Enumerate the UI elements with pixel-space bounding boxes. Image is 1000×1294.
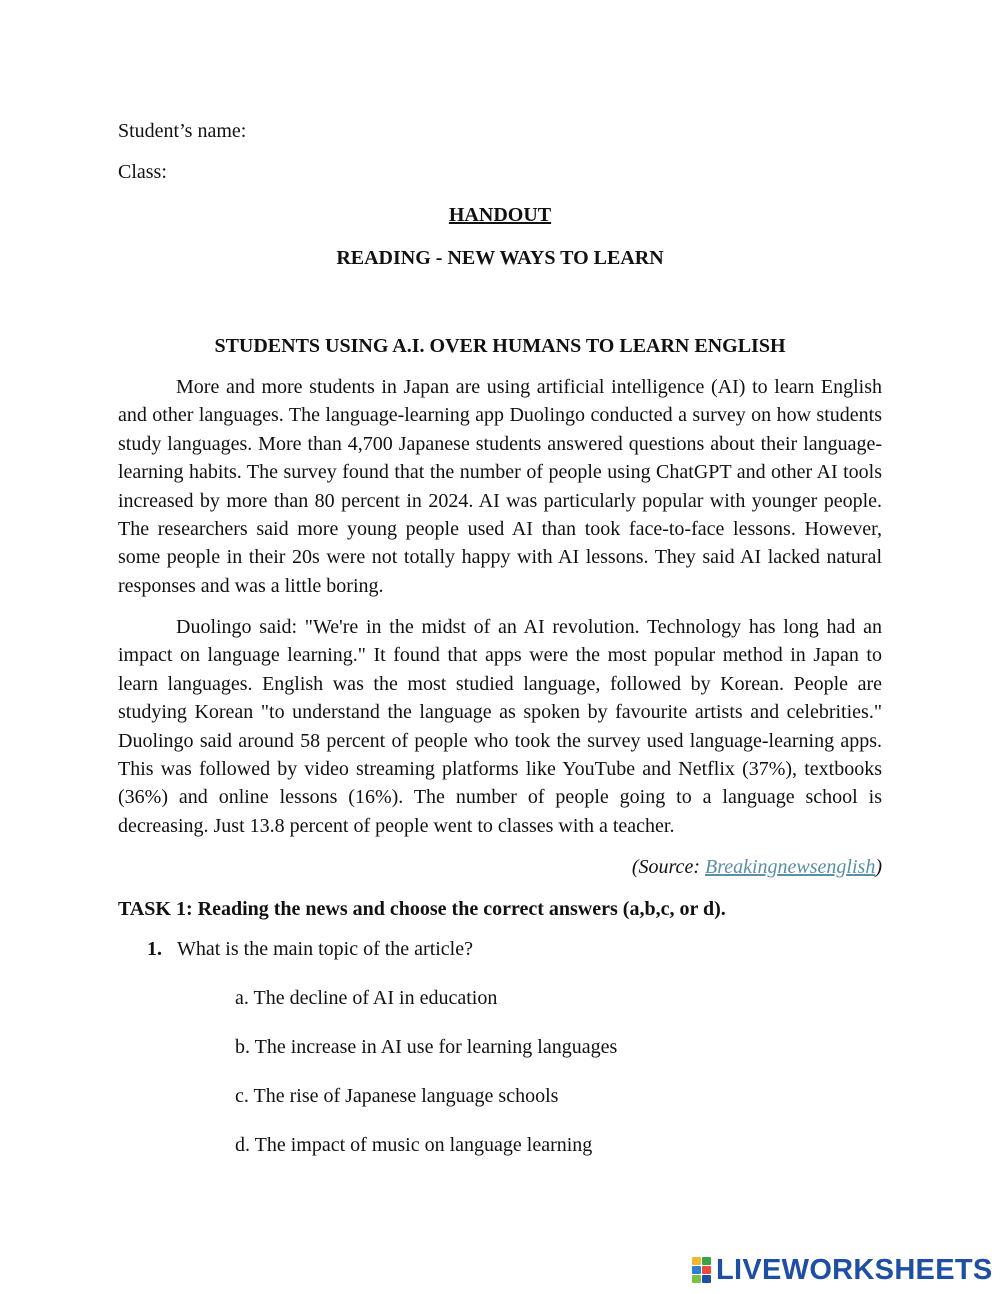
source-link[interactable]: Breakingnewsenglish	[704, 856, 876, 878]
article-source	[632, 855, 882, 879]
section-title: READING - NEW WAYS TO LEARN	[336, 247, 664, 269]
class-label: Class:	[118, 161, 167, 183]
article-title: STUDENTS USING A.I. OVER HUMANS TO LEARN ENGLISH	[214, 335, 786, 357]
task-title: TASK 1: Reading the news and choose the correct answers (a,b,c, or d).	[118, 898, 726, 920]
liveworksheets-logo	[692, 1254, 993, 1286]
question-text: What is the main topic of the article?	[177, 938, 473, 960]
student-name-label: Student’s name:	[118, 120, 247, 142]
question-1	[147, 937, 473, 961]
source-prefix: (Source:	[631, 856, 705, 878]
option-b[interactable]: b. The increase in AI use for learning languages	[235, 1036, 618, 1058]
source-suffix: )	[875, 856, 882, 878]
question-number: 1.	[147, 938, 162, 960]
article-paragraph-1: More and more students in Japan are using artificial intelligence (AI) to learn English and other languages. The language-learning app Duolingo conducted a survey on how students study languages. More than 4,700 Japanese students answered questions about their language-learning habits. The survey found that the number of people using ChatGPT and other AI tools increased by more than 80 percent in 2024. AI was particularly popular with younger people. The researchers said more young people used AI than took face-to-face lessons. However, some people in their 20s were not totally happy with AI lessons. They said AI lacked natural responses and was a little boring.	[118, 376, 882, 597]
article-paragraph-2: Duolingo said: "We're in the midst of an AI revolution. Technology has long had an impact on language learning." It found that apps were the most popular method in Japan to learn languages. English was the most studied language, followed by Korean. People are studying Korean "to understand the language as spoken by favourite artists and celebrities." Duolingo said around 58 percent of people who took the survey used language-learning apps. This was followed by video streaming platforms like YouTube and Netflix (37%), textbooks (36%) and online lessons (16%). The number of people going to a language school is decreasing. Just 13.8 percent of people went to classes with a teacher.	[118, 616, 882, 837]
option-c[interactable]: c. The rise of Japanese language schools	[235, 1085, 559, 1107]
logo-blocks-icon	[692, 1257, 712, 1283]
logo-text: LIVEWORKSHEETS	[716, 1254, 993, 1286]
handout-title: HANDOUT	[448, 204, 552, 226]
option-d[interactable]: d. The impact of music on language learning	[235, 1134, 593, 1156]
option-a[interactable]: a. The decline of AI in education	[235, 987, 498, 1009]
